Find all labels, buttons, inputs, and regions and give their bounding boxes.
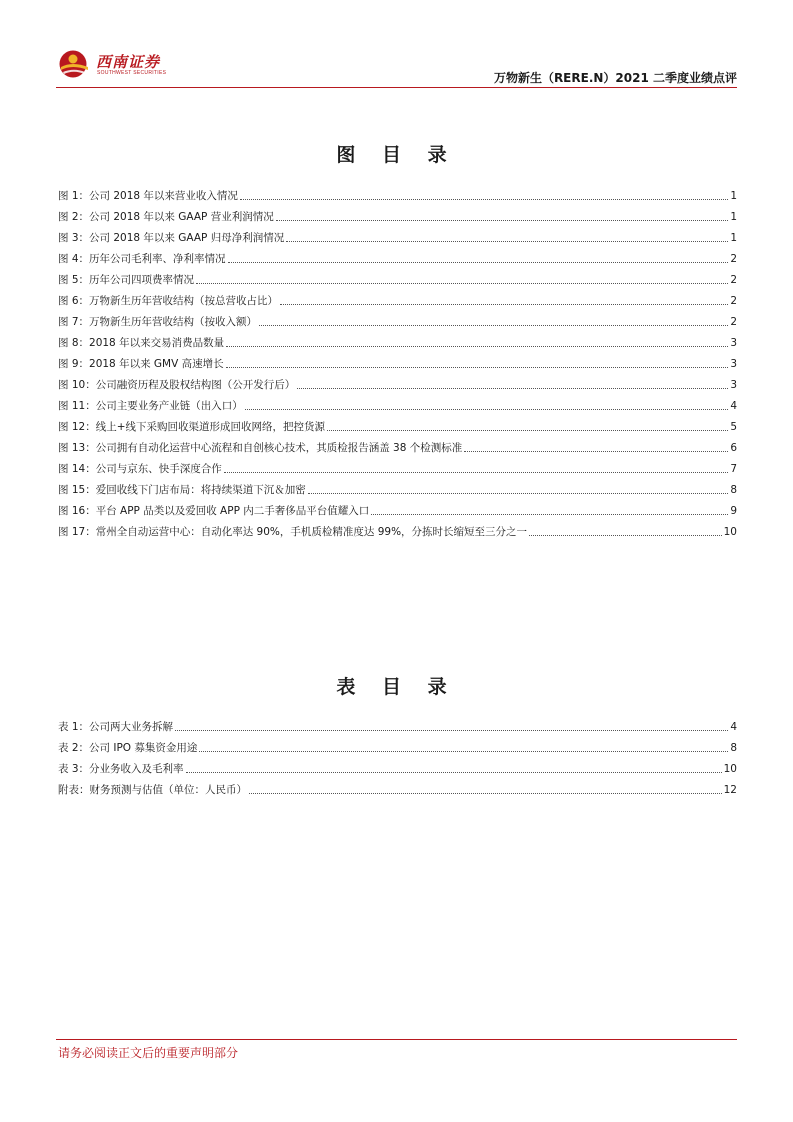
page-header bbox=[0, 0, 793, 95]
toc-entry-page-number: 3 bbox=[730, 358, 737, 370]
toc-dot-leader bbox=[186, 772, 722, 773]
toc-entry-page-number: 8 bbox=[730, 742, 737, 754]
toc-entry-page-number: 1 bbox=[730, 190, 737, 202]
toc-dot-leader bbox=[226, 346, 728, 347]
toc-dot-leader bbox=[226, 367, 729, 368]
toc-entry[interactable] bbox=[58, 755, 737, 776]
toc-entry-label: 图 10：公司融资历程及股权结构图（公开发行后） bbox=[58, 379, 296, 391]
figures-toc-title: 图 目 录 bbox=[336, 144, 457, 166]
toc-dot-leader bbox=[175, 730, 728, 731]
toc-entry-label: 图 2：公司 2018 年以来 GAAP 营业利润情况 bbox=[58, 211, 274, 223]
toc-entry[interactable] bbox=[58, 245, 737, 266]
toc-entry-page-number: 4 bbox=[730, 721, 737, 733]
toc-entry-label: 图 3：公司 2018 年以来 GAAP 归母净利润情况 bbox=[58, 232, 285, 244]
figures-toc-list bbox=[58, 182, 737, 539]
toc-entry-page-number: 7 bbox=[730, 463, 737, 475]
toc-entry-page-number: 3 bbox=[730, 337, 737, 349]
toc-entry-label: 图 9：2018 年以来 GMV 高速增长 bbox=[58, 358, 224, 370]
toc-entry[interactable] bbox=[58, 350, 737, 371]
toc-entry-label: 图 7：万物新生历年营收结构（按收入额） bbox=[58, 316, 258, 328]
toc-entry[interactable] bbox=[58, 713, 737, 734]
toc-dot-leader bbox=[199, 751, 728, 752]
toc-entry-page-number: 12 bbox=[723, 784, 737, 796]
toc-entry-label: 表 1：公司两大业务拆解 bbox=[58, 721, 174, 733]
toc-dot-leader bbox=[371, 514, 728, 515]
toc-entry-label: 表 2：公司 IPO 募集资金用途 bbox=[58, 742, 198, 754]
toc-entry-page-number: 4 bbox=[730, 400, 737, 412]
toc-dot-leader bbox=[276, 220, 729, 221]
toc-entry-label: 图 4：历年公司毛利率、净利率情况 bbox=[58, 253, 226, 265]
toc-entry-label: 图 11：公司主要业务产业链（出入口） bbox=[58, 400, 243, 412]
toc-entry-label: 图 12：线上+线下采购回收渠道形成回收网络，把控货源 bbox=[58, 421, 325, 433]
toc-entry-label: 图 6：万物新生历年营收结构（按总营收占比） bbox=[58, 295, 279, 307]
toc-entry-label: 图 5：历年公司四项费率情况 bbox=[58, 274, 195, 286]
toc-dot-leader bbox=[308, 493, 729, 494]
toc-entry[interactable] bbox=[58, 392, 737, 413]
toc-entry-page-number: 1 bbox=[730, 232, 737, 244]
toc-dot-leader bbox=[327, 430, 728, 431]
toc-dot-leader bbox=[245, 409, 729, 410]
toc-entry-label: 图 17：常州全自动运营中心：自动化率达 90%，手机质检精准度达 99%，分拣时长缩短至三分之一 bbox=[58, 526, 528, 538]
logo-english-name: SOUTHWEST SECURITIES bbox=[97, 70, 167, 76]
toc-entry-page-number: 5 bbox=[730, 421, 737, 433]
toc-dot-leader bbox=[228, 262, 729, 263]
toc-entry-label: 图 13：公司拥有自动化运营中心流程和自创核心技术，其质检报告涵盖 38 个检测标准 bbox=[58, 442, 463, 454]
company-logo bbox=[58, 49, 188, 79]
toc-entry[interactable] bbox=[58, 203, 737, 224]
footer-disclaimer-note: 请务必阅读正文后的重要声明部分 bbox=[58, 1046, 239, 1060]
toc-dot-leader bbox=[286, 241, 728, 242]
toc-dot-leader bbox=[280, 304, 728, 305]
toc-entry-page-number: 2 bbox=[730, 274, 737, 286]
toc-dot-leader bbox=[529, 535, 722, 536]
toc-entry-page-number: 8 bbox=[730, 484, 737, 496]
toc-dot-leader bbox=[196, 283, 728, 284]
tables-toc-title: 表 目 录 bbox=[336, 676, 457, 698]
toc-entry[interactable] bbox=[58, 371, 737, 392]
logo-emblem-icon bbox=[58, 49, 92, 79]
toc-dot-leader bbox=[464, 451, 728, 452]
toc-entry[interactable] bbox=[58, 182, 737, 203]
toc-entry-page-number: 2 bbox=[730, 295, 737, 307]
logo-chinese-name: 西南证券 bbox=[96, 53, 161, 71]
toc-entry-page-number: 3 bbox=[730, 379, 737, 391]
toc-entry[interactable] bbox=[58, 287, 737, 308]
toc-entry-page-number: 1 bbox=[730, 211, 737, 223]
toc-entry[interactable] bbox=[58, 518, 737, 539]
toc-entry-label: 图 16：平台 APP 品类以及爱回收 APP 内二手奢侈品平台值耀入口 bbox=[58, 505, 370, 517]
toc-entry[interactable] bbox=[58, 266, 737, 287]
toc-entry[interactable] bbox=[58, 413, 737, 434]
toc-entry-page-number: 2 bbox=[730, 253, 737, 265]
toc-entry-label: 表 3：分业务收入及毛利率 bbox=[58, 763, 184, 775]
toc-entry[interactable] bbox=[58, 434, 737, 455]
toc-entry-label: 图 15：爱回收线下门店布局：将持续渠道下沉＆加密 bbox=[58, 484, 306, 496]
toc-entry-label: 图 14：公司与京东、快手深度合作 bbox=[58, 463, 222, 475]
toc-entry[interactable] bbox=[58, 497, 737, 518]
toc-entry-label: 图 8：2018 年以来交易消费品数量 bbox=[58, 337, 225, 349]
header-divider bbox=[56, 87, 737, 88]
toc-entry-page-number: 6 bbox=[730, 442, 737, 454]
toc-entry[interactable] bbox=[58, 455, 737, 476]
toc-entry-page-number: 9 bbox=[730, 505, 737, 517]
toc-entry[interactable] bbox=[58, 476, 737, 497]
toc-entry[interactable] bbox=[58, 734, 737, 755]
toc-dot-leader bbox=[259, 325, 728, 326]
footer-divider bbox=[56, 1039, 737, 1040]
toc-dot-leader bbox=[240, 199, 728, 200]
toc-entry-page-number: 2 bbox=[730, 316, 737, 328]
toc-dot-leader bbox=[249, 793, 722, 794]
tables-toc-list bbox=[58, 713, 737, 797]
toc-entry[interactable] bbox=[58, 224, 737, 245]
toc-entry[interactable] bbox=[58, 308, 737, 329]
toc-entry-label: 图 1：公司 2018 年以来营业收入情况 bbox=[58, 190, 238, 202]
toc-entry-page-number: 10 bbox=[723, 526, 737, 538]
toc-entry-page-number: 10 bbox=[723, 763, 737, 775]
toc-dot-leader bbox=[297, 388, 728, 389]
toc-entry[interactable] bbox=[58, 776, 737, 797]
toc-dot-leader bbox=[224, 472, 729, 473]
toc-entry[interactable] bbox=[58, 329, 737, 350]
report-title: 万物新生（RERE.N）2021 二季度业绩点评 bbox=[493, 71, 737, 85]
toc-entry-label: 附表：财务预测与估值（单位：人民币） bbox=[58, 784, 247, 796]
